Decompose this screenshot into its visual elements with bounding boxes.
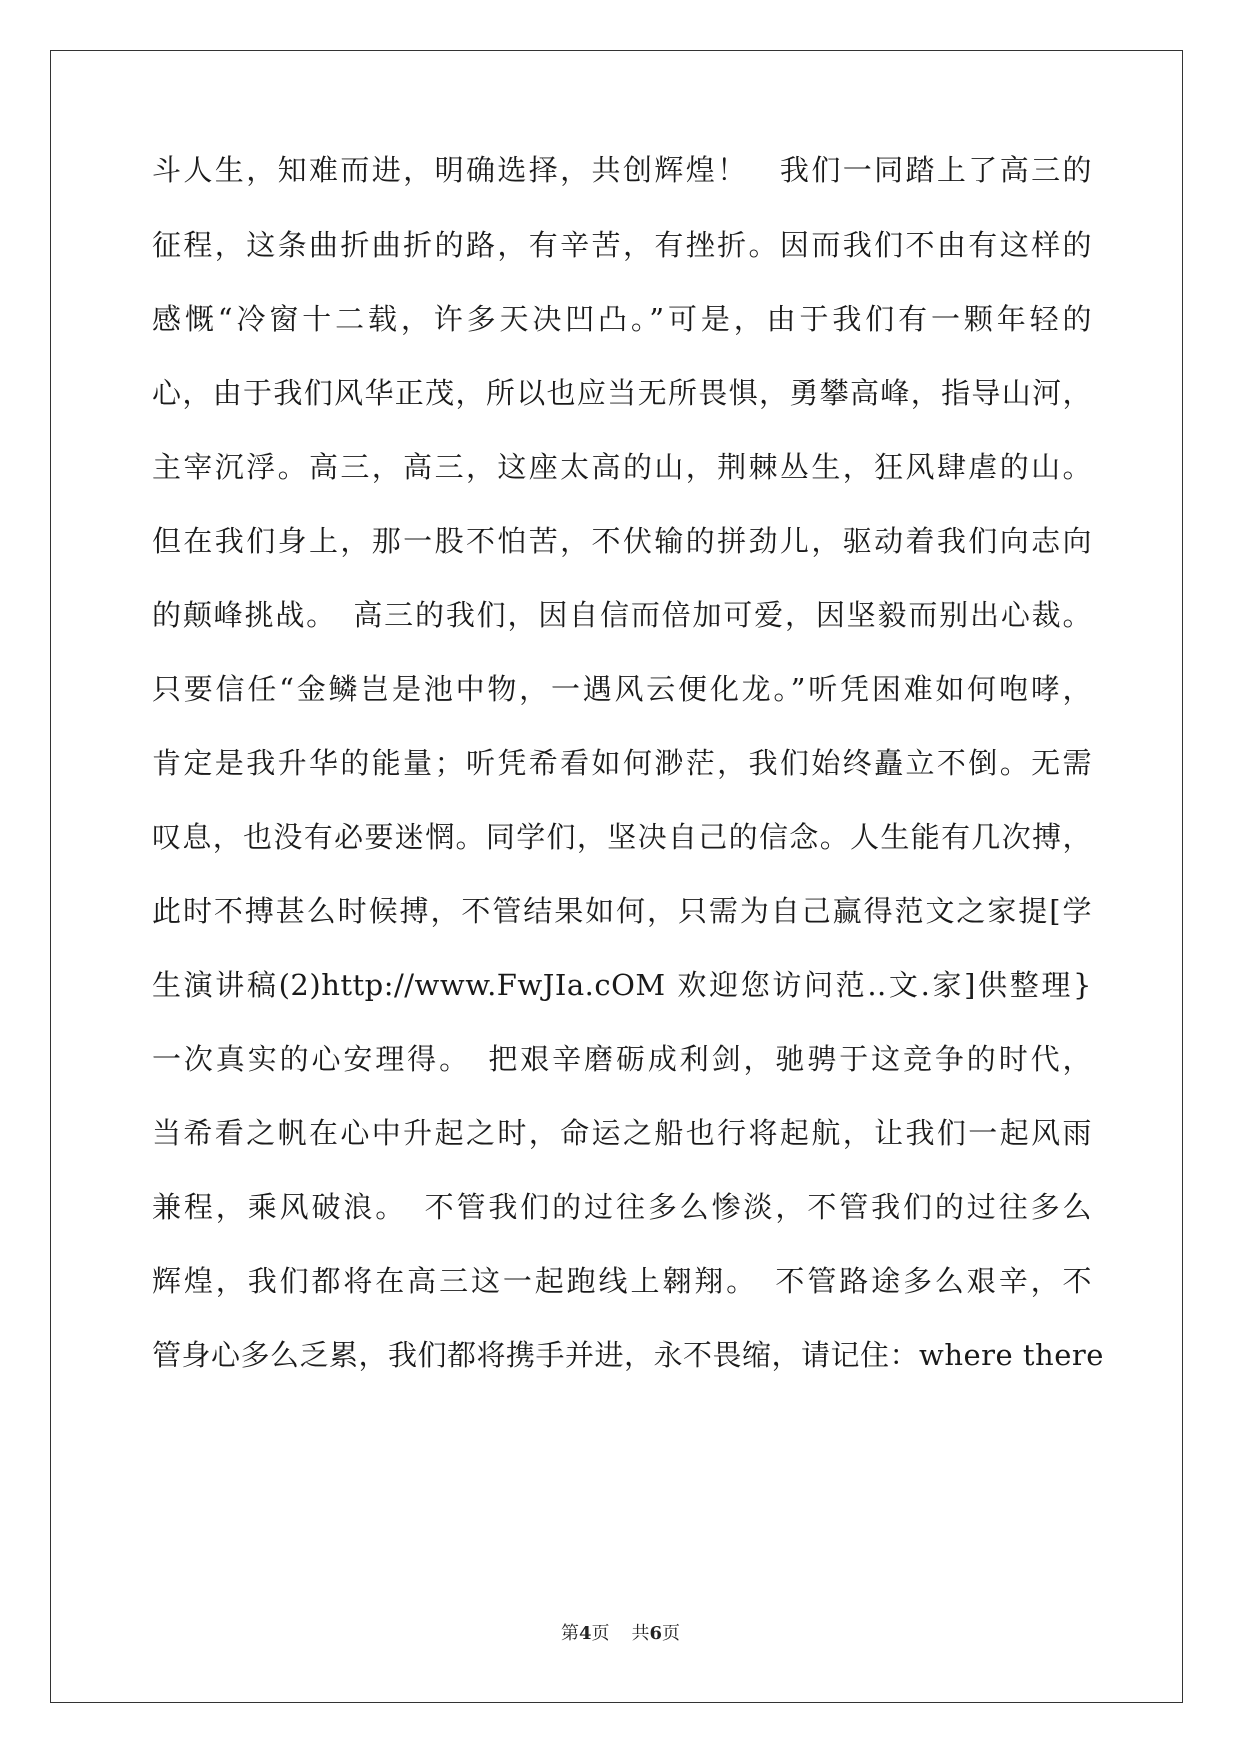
- footer-total-prefix: 共: [631, 1623, 650, 1644]
- text-line: 肯定是我升华的能量；听凭希看如何渺茫，我们始终矗立不倒。无需: [152, 746, 1092, 780]
- text-line: 征程，这条曲折曲折的路，有辛苦，有挫折。因而我们不由有这样的: [152, 228, 1092, 262]
- page-border: [50, 50, 1183, 1703]
- footer-total-suffix: 页: [662, 1623, 681, 1644]
- text-line: 心，由于我们风华正茂，所以也应当无所畏惧，勇攀高峰，指导山河，: [152, 376, 1092, 410]
- text-line: 一次真实的心安理得。 把艰辛磨砺成利剑，驰骋于这竞争的时代，: [152, 1042, 1092, 1076]
- text-line: 叹息，也没有必要迷惘。同学们，坚决自己的信念。人生能有几次搏，: [152, 820, 1092, 854]
- total-pages-number: 6: [649, 1623, 663, 1644]
- footer-page-suffix: 页: [591, 1623, 610, 1644]
- text-line: 管身心多么乏累，我们都将携手并进，永不畏缩，请记住：where there: [152, 1338, 1104, 1372]
- text-line: 主宰沉浮。高三，高三，这座太高的山，荆棘丛生，狂风肆虐的山。: [152, 450, 1092, 484]
- footer-prefix: 第: [560, 1623, 579, 1644]
- text-line: 此时不搏甚么时候搏，不管结果如何，只需为自己赢得范文之家提[学: [152, 894, 1092, 928]
- text-line: 兼程，乘风破浪。 不管我们的过往多么惨淡，不管我们的过往多么: [152, 1190, 1092, 1224]
- page-footer: [0, 1622, 1241, 1646]
- text-line: 斗人生，知难而进，明确选择，共创辉煌！ 我们一同踏上了高三的: [152, 153, 1092, 187]
- text-line: 的颠峰挑战。 高三的我们，因自信而倍加可爱，因坚毅而别出心裁。: [152, 598, 1092, 632]
- text-line: 但在我们身上，那一股不怕苦，不伏输的拼劲儿，驱动着我们向志向: [152, 524, 1092, 558]
- text-line: 生演讲稿(2)http://www.FwJIa.cOM 欢迎您访问范..文.家]供整理}: [152, 968, 1092, 1002]
- text-line: 感慨“冷窗十二载，许多天决凹凸。”可是，由于我们有一颗年轻的: [152, 302, 1092, 336]
- text-line: 辉煌，我们都将在高三这一起跑线上翱翔。 不管路途多么艰辛，不: [152, 1264, 1092, 1298]
- text-line: 只要信任“金鳞岂是池中物，一遇风云便化龙。”听凭困难如何咆哮，: [152, 672, 1092, 706]
- text-line: 当希看之帆在心中升起之时，命运之船也行将起航，让我们一起风雨: [152, 1116, 1092, 1150]
- current-page-number: 4: [578, 1623, 592, 1644]
